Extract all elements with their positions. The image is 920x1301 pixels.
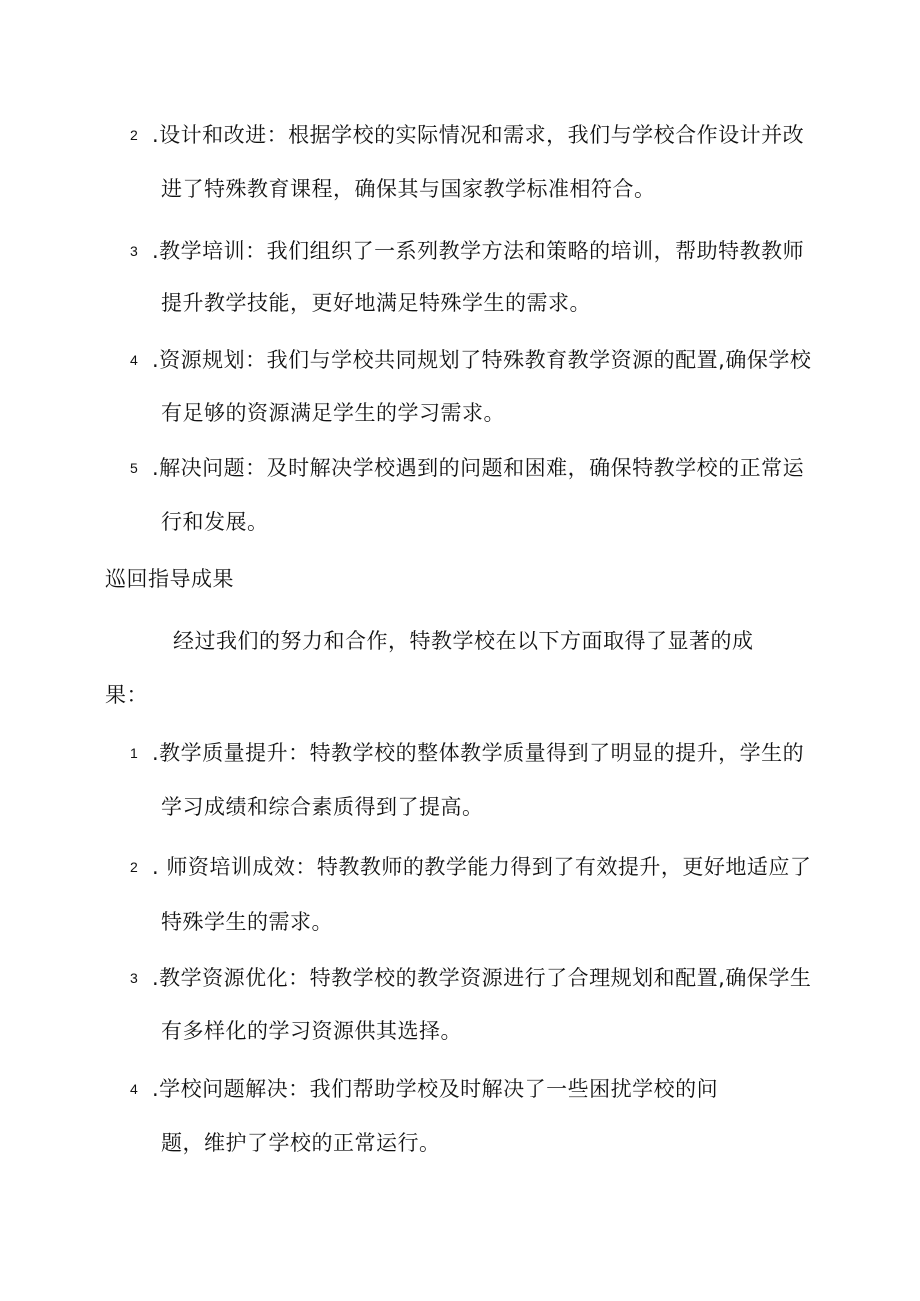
section-title: 巡回指导成果 — [105, 567, 234, 591]
list-a-item-4-line-1 — [130, 346, 811, 374]
list-a-item-3-number: 3 — [130, 243, 139, 259]
intro-line-2: 果： — [105, 683, 148, 707]
list-b-item-2-text: . 师资培训成效：特教教师的教学能力得到了有效提升，更好地适应了 — [152, 855, 812, 879]
list-b-item-1-number: 1 — [130, 745, 139, 761]
list-a-item-3-line-2: 提升教学技能，更好地满足特殊学生的需求。 — [161, 291, 591, 315]
list-b-item-2-line-2: 特殊学生的需求。 — [161, 910, 333, 934]
list-a-item-5-number: 5 — [130, 460, 139, 476]
list-a-item-2-line-1 — [130, 121, 804, 149]
list-a-item-2-text: .设计和改进：根据学校的实际情况和需求，我们与学校合作设计并改 — [152, 123, 805, 147]
list-a-item-3-text: .教学培训：我们组织了一系列教学方法和策略的培训，帮助特教教师 — [152, 239, 805, 263]
list-b-item-4-line-1 — [130, 1075, 718, 1103]
list-b-item-3-line-2: 有多样化的学习资源供其选择。 — [161, 1019, 462, 1043]
list-a-item-4-line-2: 有足够的资源满足学生的学习需求。 — [161, 401, 505, 425]
list-b-item-2-number: 2 — [130, 859, 139, 875]
list-a-item-5-line-2: 行和发展。 — [161, 510, 269, 534]
list-a-item-4-number: 4 — [130, 352, 139, 368]
list-b-item-3-number: 3 — [130, 970, 139, 986]
list-b-item-4-text: .学校问题解决：我们帮助学校及时解决了一些困扰学校的问 — [152, 1077, 719, 1101]
list-a-item-2-line-2: 进了特殊教育课程，确保其与国家教学标准相符合。 — [161, 177, 656, 201]
list-b-item-3-line-1 — [130, 964, 811, 992]
list-b-item-1-text: .教学质量提升：特教学校的整体教学质量得到了明显的提升，学生的 — [152, 741, 805, 765]
list-b-item-1-line-2: 学习成绩和综合素质得到了提高。 — [161, 795, 484, 819]
intro-line-1: 经过我们的努力和合作，特教学校在以下方面取得了显著的成 — [173, 629, 754, 653]
list-a-item-4-text: .资源规划：我们与学校共同规划了特殊教育教学资源的配置,确保学校 — [152, 348, 812, 372]
list-a-item-5-line-1 — [130, 454, 804, 482]
list-a-item-2-number: 2 — [130, 127, 139, 143]
list-b-item-4-line-2: 题，维护了学校的正常运行。 — [161, 1131, 441, 1155]
list-b-item-2-line-1 — [130, 853, 811, 881]
list-a-item-3-line-1 — [130, 237, 804, 265]
list-b-item-4-number: 4 — [130, 1081, 139, 1097]
list-b-item-1-line-1 — [130, 739, 804, 767]
list-a-item-5-text: .解决问题：及时解决学校遇到的问题和困难，确保特教学校的正常运 — [152, 456, 805, 480]
list-b-item-3-text: .教学资源优化：特教学校的教学资源进行了合理规划和配置,确保学生 — [152, 966, 812, 990]
